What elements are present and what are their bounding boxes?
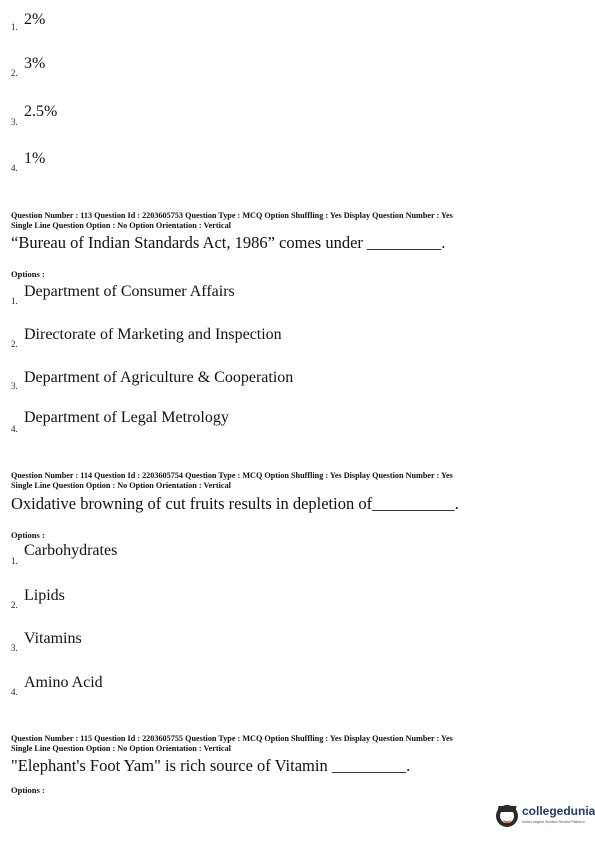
- option-number: 1.: [11, 22, 18, 32]
- option-text: 2.5%: [24, 103, 58, 120]
- option-number: 3.: [11, 117, 18, 127]
- question-meta-line: Question Number : 115 Question Id : 2203605755 Question Type : MCQ Option Shuffling : Yes Display Question Number : Yes: [11, 734, 453, 743]
- question-meta: [11, 211, 453, 231]
- question-meta: [11, 734, 453, 754]
- option-text: 2%: [24, 11, 46, 28]
- option-number: 3.: [11, 381, 18, 391]
- question-meta-line: Question Number : 113 Question Id : 2203605753 Question Type : MCQ Option Shuffling : Yes Display Question Number : Yes: [11, 211, 453, 220]
- option-text: Carbohydrates: [24, 542, 118, 559]
- option-number: 1.: [11, 556, 18, 566]
- graduate-mascot-icon: [496, 805, 518, 827]
- option-text: Lipids: [24, 587, 65, 604]
- logo-wordmark: collegedunia: [522, 804, 595, 818]
- question-meta-line: Question Number : 114 Question Id : 2203605754 Question Type : MCQ Option Shuffling : Yes Display Question Number : Yes: [11, 471, 453, 480]
- option-text: Vitamins: [24, 630, 82, 647]
- options-label: Options :: [11, 785, 45, 795]
- option-text: Department of Consumer Affairs: [24, 283, 235, 300]
- option-number: 2.: [11, 339, 18, 349]
- option-text: Directorate of Marketing and Inspection: [24, 326, 282, 343]
- option-text: 3%: [24, 55, 46, 72]
- option-number: 3.: [11, 643, 18, 653]
- question-text: "Elephant's Foot Yam" is rich source of Vitamin _________.: [11, 756, 411, 775]
- option-number: 4.: [11, 424, 18, 434]
- option-number: 2.: [11, 68, 18, 78]
- option-text: 1%: [24, 150, 46, 167]
- question-meta: [11, 471, 453, 491]
- option-text: Amino Acid: [24, 674, 103, 691]
- question-meta-line: Single Line Question Option : No Option Orientation : Vertical: [11, 481, 231, 490]
- option-number: 2.: [11, 600, 18, 610]
- option-text: Department of Legal Metrology: [24, 409, 229, 426]
- options-label: Options :: [11, 530, 45, 540]
- option-text: Department of Agriculture & Cooperation: [24, 369, 294, 386]
- option-number: 4.: [11, 687, 18, 697]
- logo-tagline: India's largest Student Review Platform: [522, 820, 585, 824]
- options-label: Options :: [11, 269, 45, 279]
- question-meta-line: Single Line Question Option : No Option Orientation : Vertical: [11, 221, 231, 230]
- question-text: Oxidative browning of cut fruits results in depletion of__________.: [11, 494, 459, 513]
- option-number: 1.: [11, 296, 18, 306]
- question-text: “Bureau of Indian Standards Act, 1986” comes under _________.: [11, 233, 446, 252]
- option-number: 4.: [11, 163, 18, 173]
- collegedunia-logo: [496, 799, 595, 831]
- question-meta-line: Single Line Question Option : No Option Orientation : Vertical: [11, 744, 231, 753]
